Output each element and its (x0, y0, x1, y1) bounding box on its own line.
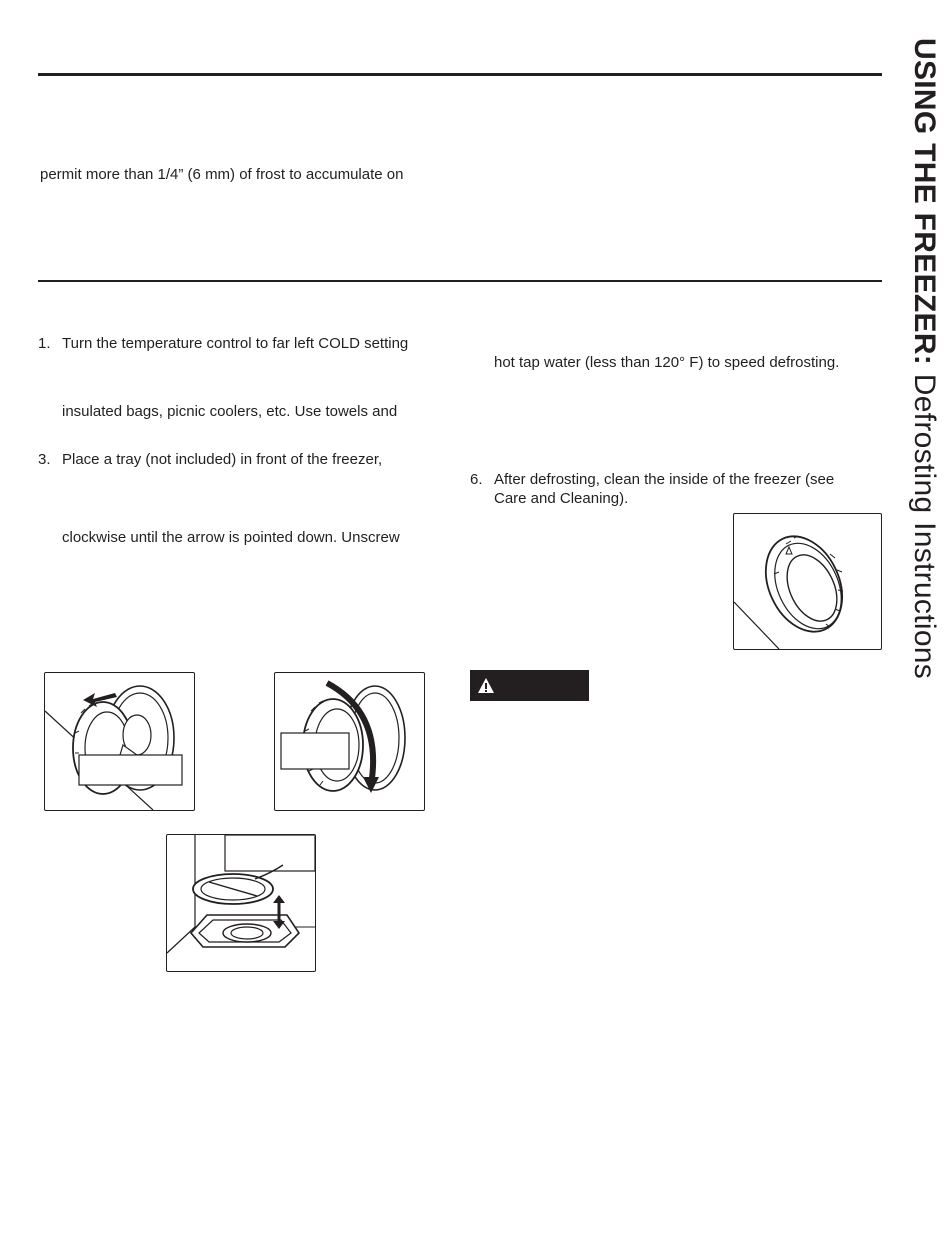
side-tab (906, 38, 942, 718)
step3-number: 3. (38, 451, 51, 468)
warning-triangle-icon (476, 676, 496, 696)
warning-bar (470, 670, 589, 701)
side-tab-light: Defrosting Instructions (908, 365, 941, 680)
figure-turn-control (44, 672, 195, 811)
side-tab-title (906, 38, 942, 679)
step6-text-line2: Care and Cleaning). (494, 490, 629, 507)
side-tab-bold: USING THE FREEZER: (908, 38, 941, 366)
step6-text-line1: After defrosting, clean the inside of the freezer (see (494, 471, 835, 488)
step3-text: Place a tray (not included) in front of the freezer, (62, 451, 383, 468)
figure-drain-plug (166, 834, 316, 972)
step4-text: clockwise until the arrow is pointed down. Unscrew (62, 529, 400, 546)
figure-rotate-arrow (274, 672, 425, 811)
section-rule (38, 280, 882, 282)
top-rule (38, 73, 882, 76)
step2-text: insulated bags, picnic coolers, etc. Use towels and (62, 403, 398, 420)
drain-cap-figure (733, 513, 882, 650)
step5-text: hot tap water (less than 120° F) to speed defrosting. (494, 354, 840, 371)
step1-number: 1. (38, 335, 51, 352)
step6-number: 6. (470, 471, 483, 488)
frost-text: permit more than 1/4” (6 mm) of frost to accumulate on (40, 166, 404, 183)
step1-text: Turn the temperature control to far left COLD setting (62, 335, 409, 352)
